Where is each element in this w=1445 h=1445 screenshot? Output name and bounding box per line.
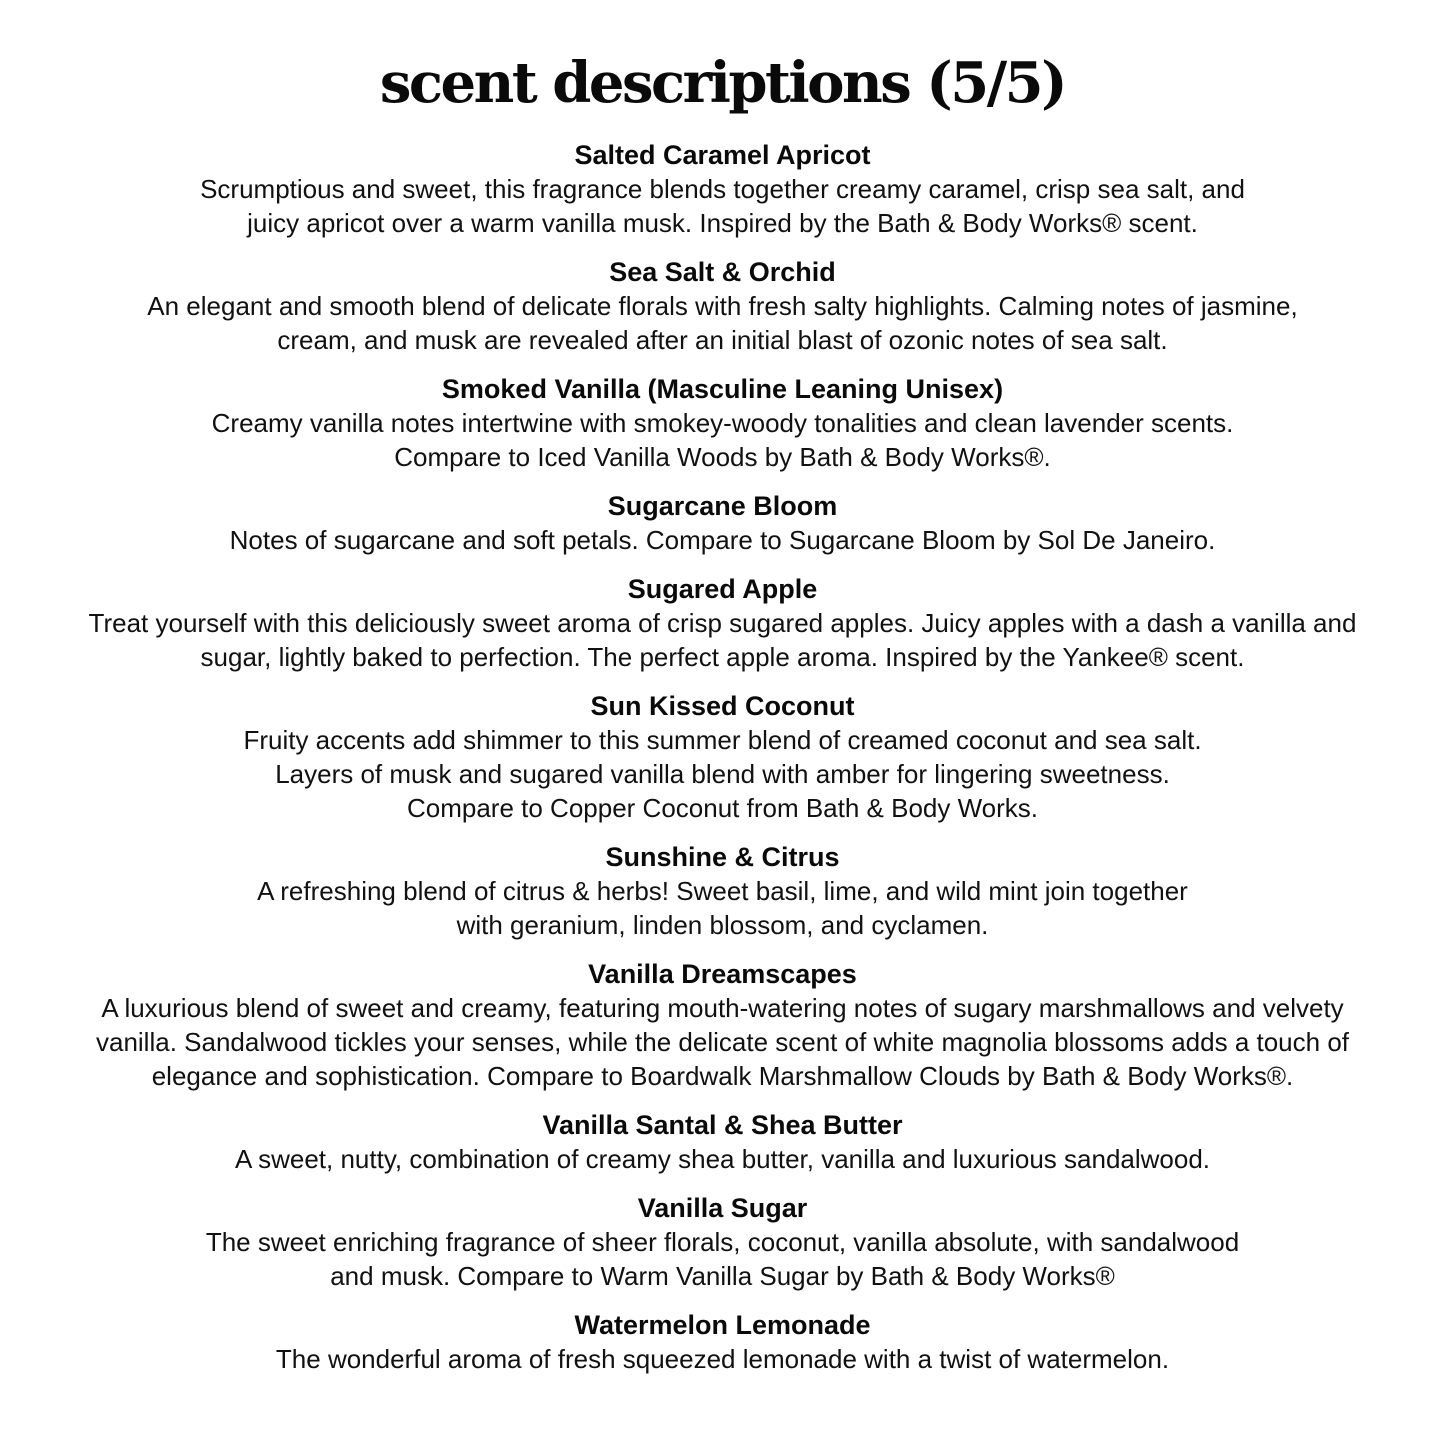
description-line: Scrumptious and sweet, this fragrance blends together creamy caramel, crisp sea salt, and (200, 174, 1245, 204)
scent-description (0, 523, 1445, 557)
description-line: vanilla. Sandalwood tickles your senses, while the delicate scent of white magnolia blossoms adds a touch of (95, 1027, 1350, 1057)
description-line: Notes of sugarcane and soft petals. Compare to Sugarcane Bloom by Sol De Janeiro. (229, 525, 1216, 555)
scent-description (0, 1342, 1445, 1376)
scent-name: Sun Kissed Coconut (590, 691, 855, 721)
description-line: with geranium, linden blossom, and cyclamen. (456, 910, 989, 940)
description-line: juicy apricot over a warm vanilla musk. Inspired by the Bath & Body Works® scent. (247, 208, 1198, 238)
description-line: sugar, lightly baked to perfection. The perfect apple aroma. Inspired by the Yankee® scent. (200, 642, 1245, 672)
scent-description (0, 1225, 1445, 1293)
scent-entry-sugarcane-bloom (0, 489, 1445, 557)
scent-entry-sun-kissed-coconut (0, 689, 1445, 825)
scent-name: Sunshine & Citrus (605, 842, 840, 872)
description-line: An elegant and smooth blend of delicate florals with fresh salty highlights. Calming notes of jasmine, (147, 291, 1298, 321)
scent-name: Vanilla Sugar (637, 1193, 808, 1223)
scent-entry-smoked-vanilla (0, 372, 1445, 474)
scent-description (0, 874, 1445, 942)
description-line: A sweet, nutty, combination of creamy shea butter, vanilla and luxurious sandalwood. (234, 1144, 1211, 1174)
description-line: cream, and musk are revealed after an initial blast of ozonic notes of sea salt. (277, 325, 1168, 355)
scent-description (0, 606, 1445, 674)
description-line: The wonderful aroma of fresh squeezed lemonade with a twist of watermelon. (275, 1344, 1170, 1374)
scent-name: Sugared Apple (627, 574, 818, 604)
scent-entry-sea-salt-orchid (0, 255, 1445, 357)
scent-entry-vanilla-dreamscapes (0, 957, 1445, 1093)
scent-description (0, 406, 1445, 474)
description-line: Compare to Iced Vanilla Woods by Bath & Body Works®. (394, 442, 1051, 472)
scent-name: Sea Salt & Orchid (609, 257, 836, 287)
scent-description (0, 991, 1445, 1093)
scent-entry-sugared-apple (0, 572, 1445, 674)
description-line: Compare to Copper Coconut from Bath & Body Works. (406, 793, 1039, 823)
scent-name: Vanilla Dreamscapes (588, 959, 857, 989)
description-line: A refreshing blend of citrus & herbs! Sweet basil, lime, and wild mint join together (257, 876, 1188, 906)
scent-entry-vanilla-santal-shea-butter (0, 1108, 1445, 1176)
scent-description (0, 289, 1445, 357)
scent-name: Smoked Vanilla (Masculine Leaning Unisex) (441, 374, 1004, 404)
scent-description (0, 723, 1445, 825)
description-line: The sweet enriching fragrance of sheer florals, coconut, vanilla absolute, with sandalwood (205, 1227, 1240, 1257)
scent-entry-salted-caramel-apricot (0, 138, 1445, 240)
scent-entry-watermelon-lemonade (0, 1308, 1445, 1376)
scent-name: Watermelon Lemonade (574, 1310, 871, 1340)
scent-name: Salted Caramel Apricot (574, 140, 871, 170)
scent-name: Vanilla Santal & Shea Butter (542, 1110, 903, 1140)
description-line: Layers of musk and sugared vanilla blend with amber for lingering sweetness. (275, 759, 1170, 789)
description-line: Creamy vanilla notes intertwine with smokey-woody tonalities and clean lavender scents. (211, 408, 1234, 438)
scent-name: Sugarcane Bloom (607, 491, 838, 521)
scent-entry-vanilla-sugar (0, 1191, 1445, 1293)
page-title: scent descriptions (5/5) (379, 50, 1066, 116)
scent-description (0, 172, 1445, 240)
scent-entry-sunshine-citrus (0, 840, 1445, 942)
description-line: Fruity accents add shimmer to this summer blend of creamed coconut and sea salt. (243, 725, 1202, 755)
description-line: and musk. Compare to Warm Vanilla Sugar by Bath & Body Works® (330, 1261, 1115, 1291)
description-line: elegance and sophistication. Compare to Boardwalk Marshmallow Clouds by Bath & Body Works®. (151, 1061, 1294, 1091)
scent-list (0, 138, 1445, 1376)
description-line: A luxurious blend of sweet and creamy, featuring mouth-watering notes of sugary marshmallows and velvety (101, 993, 1344, 1023)
scent-description (0, 1142, 1445, 1176)
description-line: Treat yourself with this deliciously sweet aroma of crisp sugared apples. Juicy apples with a dash a vanilla and (88, 608, 1357, 638)
